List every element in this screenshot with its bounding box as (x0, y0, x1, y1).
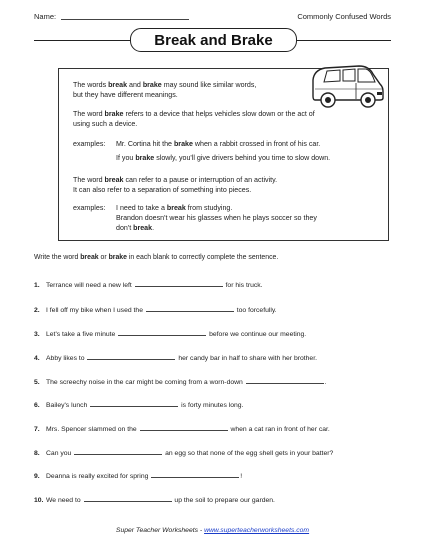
question-4: 4. Abby likes to her candy bar in half to share with her brother. (34, 355, 317, 362)
answer-blank-3[interactable] (118, 329, 206, 336)
brake-example-1: Mr. Cortina hit the brake when a rabbit crossed in front of his car. (116, 140, 321, 148)
answer-blank-9[interactable] (151, 471, 239, 478)
answer-blank-5[interactable] (246, 377, 324, 384)
definition-intro-line1: The words break and brake may sound like similar words, (73, 81, 257, 89)
answer-blank-2[interactable] (146, 305, 234, 312)
break-example-2-line1: Brandon doesn't wear his glasses when he plays soccer so they (116, 214, 317, 222)
answer-blank-1[interactable] (135, 280, 223, 287)
footer-link[interactable]: www.superteacherworksheets.com (204, 527, 310, 534)
answer-blank-6[interactable] (90, 400, 178, 407)
break-example-1: I need to take a break from studying. (116, 204, 233, 212)
brake-example-2: If you brake slowly, you'll give drivers behind you time to slow down. (116, 154, 331, 162)
footer (0, 527, 425, 534)
question-3: 3. Let's take a five minute before we continue our meeting. (34, 331, 307, 338)
name-field (34, 12, 189, 21)
question-2: 2. I fell off my bike when I used the too forcefully. (34, 307, 277, 314)
definition-intro-line2: but they have different meanings. (73, 91, 178, 99)
name-line[interactable] (61, 19, 189, 20)
worksheet-category: Commonly Confused Words (297, 12, 391, 21)
question-1: 1. Terrance will need a new left for his truck. (34, 282, 263, 289)
answer-blank-7[interactable] (140, 424, 228, 431)
question-5: 5. The screechy noise in the car might be coming from a worn-down . (34, 379, 327, 386)
brake-definition-line1: The word brake refers to a device that helps vehicles slow down or the act of (73, 110, 315, 118)
answer-blank-8[interactable] (74, 448, 162, 455)
name-label: Name: (34, 12, 57, 21)
answer-blank-4[interactable] (87, 353, 175, 360)
break-definition-line2: It can also refer to a separation of something into pieces. (73, 186, 252, 194)
question-6: 6. Bailey's lunch is forty minutes long. (34, 402, 244, 409)
van-icon (307, 56, 387, 112)
break-definition-line1: The word break can refer to a pause or interruption of an activity. (73, 176, 278, 184)
break-examples-label: examples: (73, 204, 106, 212)
question-10: 10. We need to up the soil to prepare our garden. (34, 497, 275, 504)
brake-definition-line2: using such a device. (73, 120, 138, 128)
break-example-2-line2: don't break. (116, 224, 155, 232)
worksheet-title: Break and Brake (130, 28, 297, 52)
footer-credit: Super Teacher Worksheets - (115, 527, 205, 534)
question-7: 7. Mrs. Spencer slammed on the when a cat ran in front of her car. (34, 426, 330, 433)
instructions: Write the word break or brake in each blank to correctly complete the sentence. (34, 254, 279, 261)
brake-examples-label: examples: (73, 140, 106, 148)
question-8: 8. Can you an egg so that none of the egg shell gets in your batter? (34, 450, 334, 457)
answer-blank-10[interactable] (84, 495, 172, 502)
question-9: 9. Deanna is really excited for spring ! (34, 473, 243, 480)
